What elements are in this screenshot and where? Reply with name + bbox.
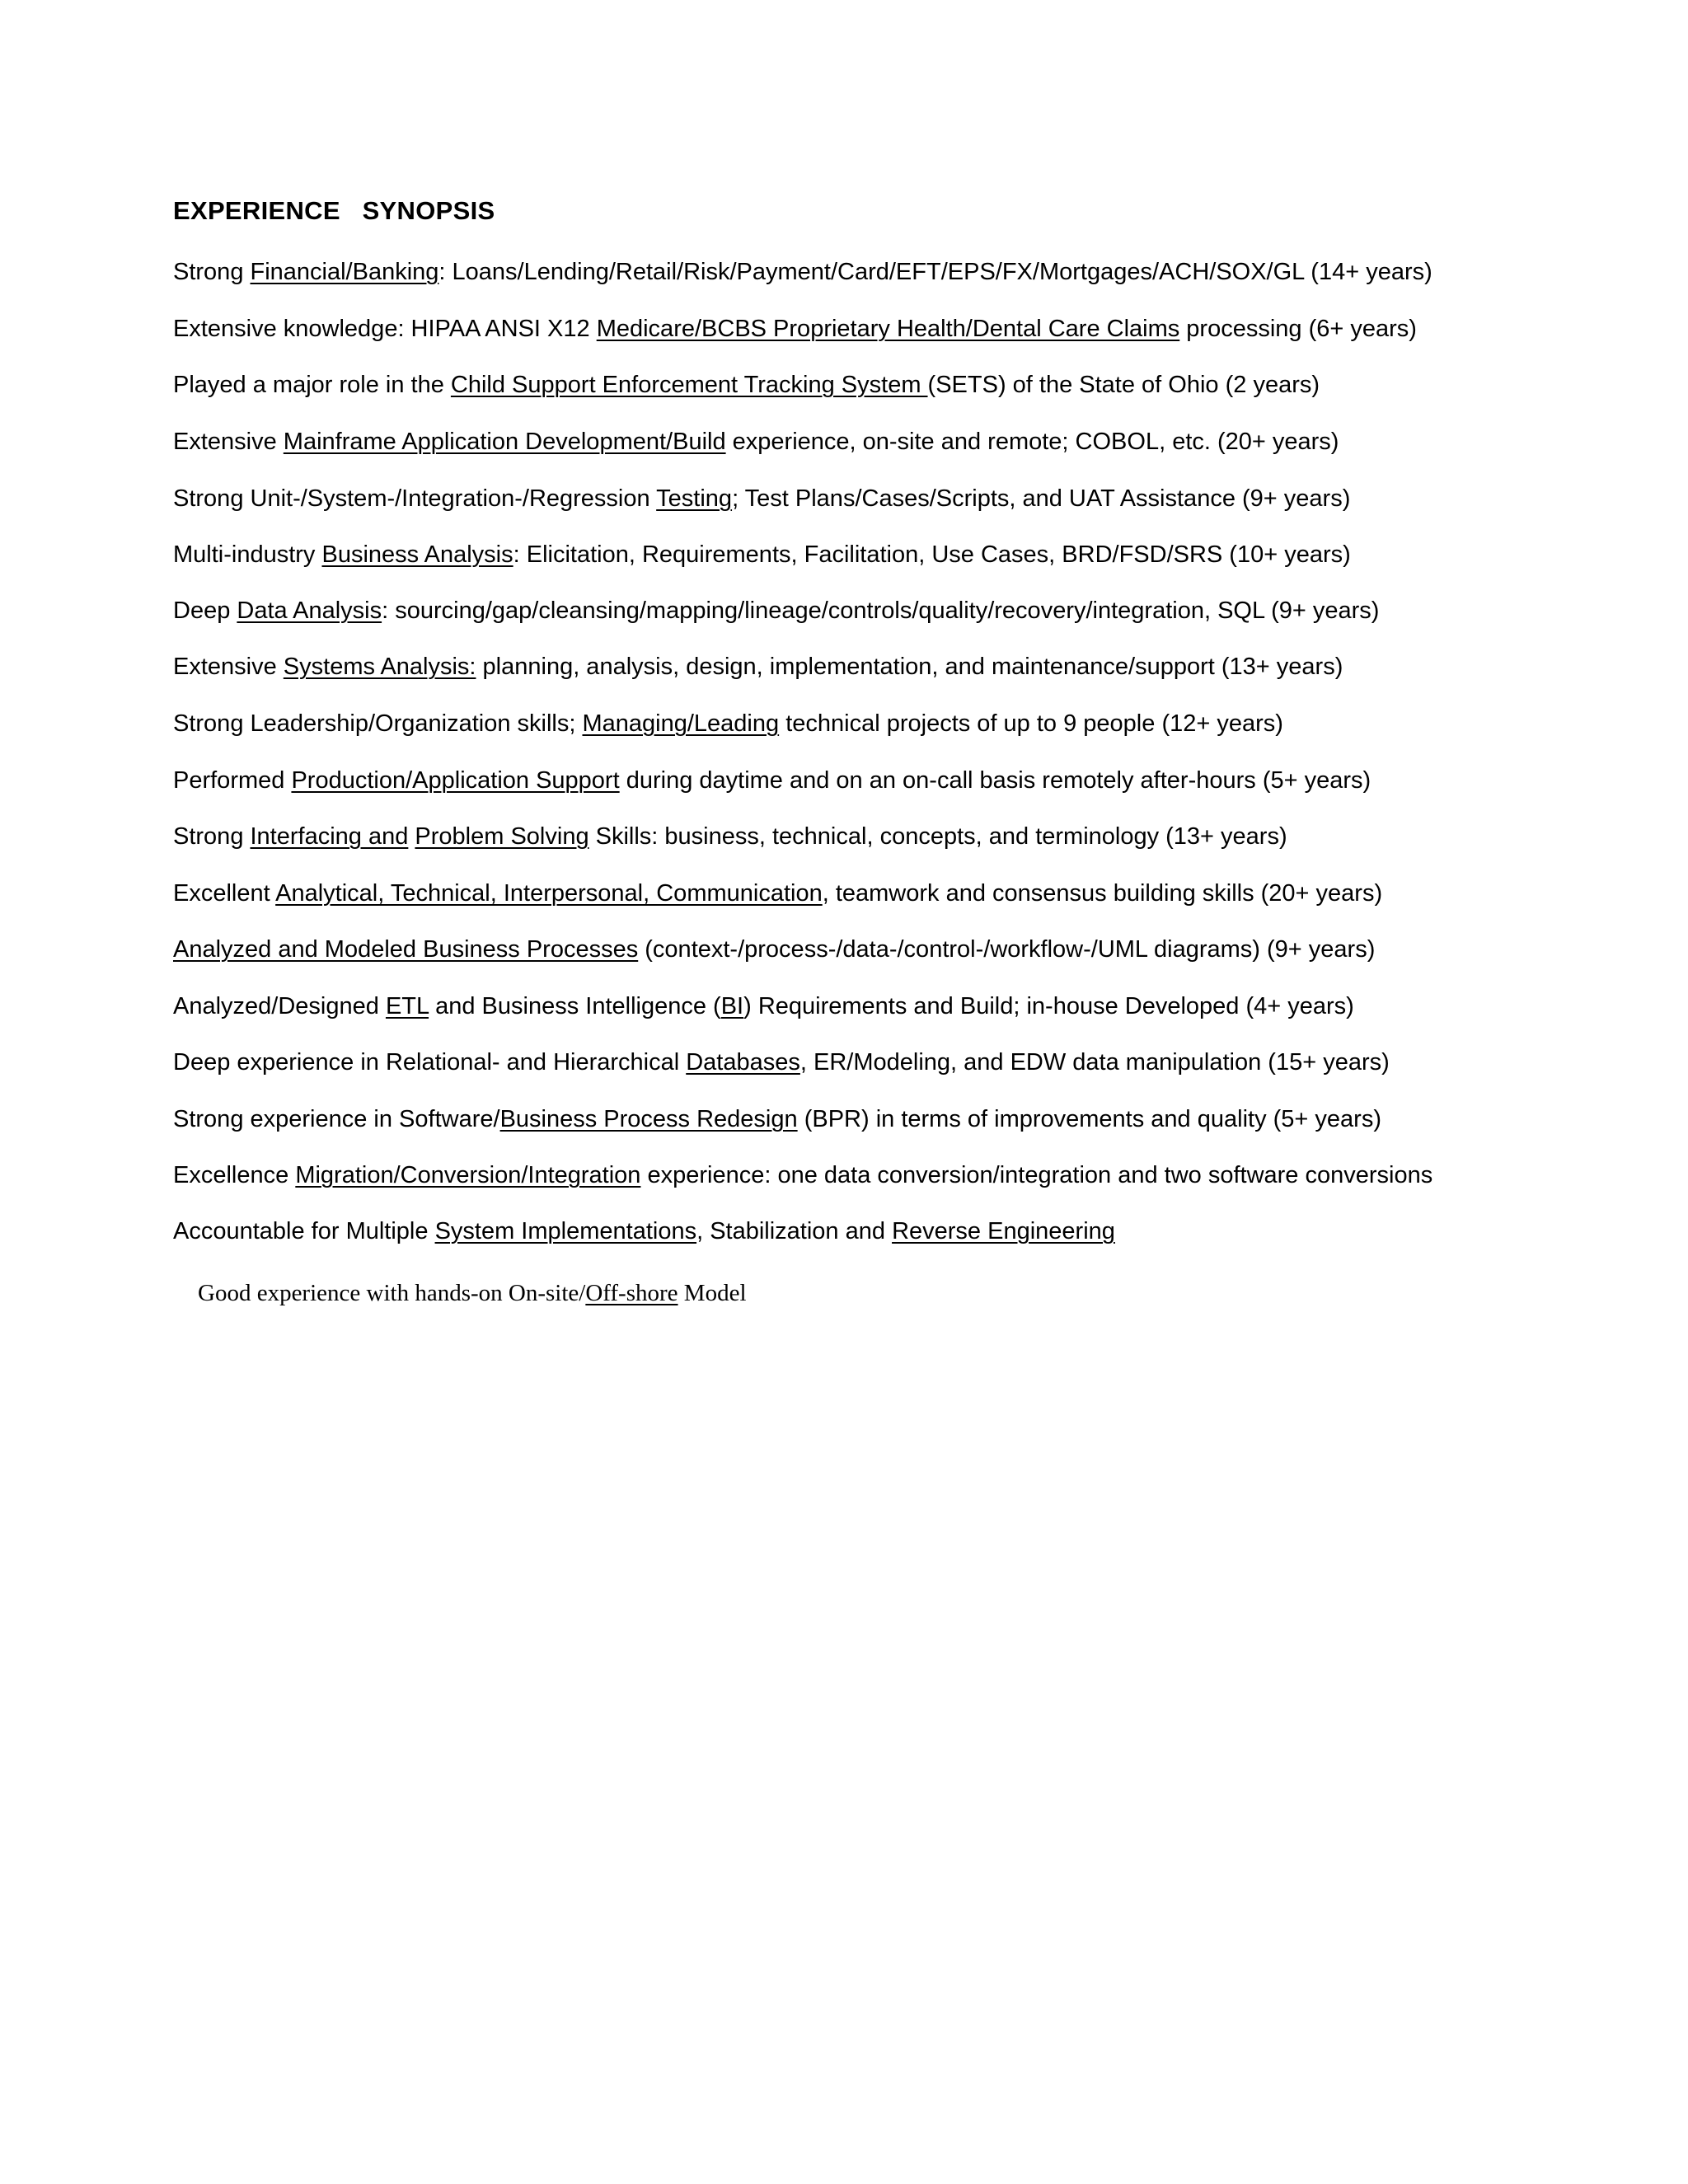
synopsis-line [173, 1048, 1390, 1076]
line-text: Deep experience in Relational- and Hierarchical [173, 1049, 687, 1076]
line-text: Strong [173, 823, 251, 850]
underlined-term: Off-shore [585, 1280, 678, 1306]
underlined-term: BI [720, 993, 744, 1019]
line-text: ) Requirements and Build; in-house Developed (4+ years) [743, 993, 1354, 1019]
underlined-term: Medicare/BCBS Proprietary Health/Dental Care Claims [596, 316, 1180, 342]
line-text: (SETS) of the State of Ohio (2 years) [927, 372, 1320, 398]
line-text: Extensive [173, 654, 284, 680]
line-text: : Loans/Lending/Retail/Risk/Payment/Card/EFT/EPS/FX/Mortgages/ACH/SOX/GL (14+ years) [438, 259, 1432, 285]
underlined-term: Interfacing and [250, 823, 409, 850]
line-text: Excellent [173, 880, 276, 907]
synopsis-line [173, 653, 1343, 681]
synopsis-line [173, 371, 1320, 399]
line-text: during daytime and on an on-call basis remotely after-hours (5+ years) [619, 767, 1372, 794]
line-text: Accountable for Multiple [173, 1218, 435, 1244]
line-text: Strong Unit-/System-/Integration-/Regression [173, 485, 657, 512]
synopsis-line [173, 597, 1379, 625]
underlined-term: Business Analysis [321, 541, 513, 568]
underlined-term: Analytical, Technical, Interpersonal, Communication [275, 880, 823, 907]
line-text: : sourcing/gap/cleansing/mapping/lineage/controls/quality/recovery/integration, SQL (9+ years) [382, 598, 1380, 624]
line-text: (context-/process-/data-/control-/workflow-/UML diagrams) (9+ years) [638, 936, 1376, 963]
underlined-term: System Implementations [434, 1218, 697, 1244]
underlined-term: Problem Solving [415, 823, 589, 850]
underlined-term: Testing [656, 485, 733, 512]
line-text: Extensive knowledge: HIPAA ANSI X12 [173, 316, 597, 342]
line-text: : Elicitation, Requirements, Facilitation, Use Cases, BRD/FSD/SRS (10+ years) [513, 541, 1351, 568]
synopsis-line [173, 823, 1287, 851]
line-text: processing (6+ years) [1179, 316, 1417, 342]
line-text: Skills: business, technical, concepts, and terminology (13+ years) [588, 823, 1287, 850]
synopsis-line [173, 258, 1432, 286]
line-text: experience: one data conversion/integration and two software conversions [640, 1162, 1433, 1188]
synopsis-line [173, 428, 1339, 456]
synopsis-line [173, 710, 1283, 738]
line-text: ; Test Plans/Cases/Scripts, and UAT Assistance (9+ years) [732, 485, 1351, 512]
synopsis-line [173, 541, 1351, 569]
line-text: , ER/Modeling, and EDW data manipulation (15+ years) [799, 1049, 1390, 1076]
underlined-term: Child Support Enforcement Tracking System [450, 372, 928, 398]
line-text: technical projects of up to 9 people (12+ years) [779, 710, 1283, 737]
line-text: Analyzed/Designed [173, 993, 386, 1019]
line-text: Strong Leadership/Organization skills; [173, 710, 583, 737]
underlined-term: Mainframe Application Development/Build [283, 429, 726, 455]
line-text: , Stabilization and [696, 1218, 893, 1244]
line-text: Multi-industry [173, 541, 322, 568]
synopsis-line [173, 315, 1417, 343]
line-text: (BPR) in terms of improvements and quality (5+ years) [797, 1106, 1381, 1132]
line-text: Strong [173, 259, 251, 285]
underlined-term: Reverse Engineering [892, 1218, 1115, 1244]
line-text: , teamwork and consensus building skills (20+ years) [822, 880, 1383, 907]
synopsis-line [173, 992, 1354, 1020]
underlined-term: Production/Application Support [291, 767, 620, 794]
line-text: and Business Intelligence ( [429, 993, 721, 1019]
underlined-term: Managing/Leading [582, 710, 780, 737]
line-text: Excellence [173, 1162, 296, 1188]
line-text: Performed [173, 767, 292, 794]
synopsis-line-offshore [198, 1279, 747, 1307]
line-text: Extensive [173, 429, 284, 455]
line-text: planning, analysis, design, implementation, and maintenance/support (13+ years) [476, 654, 1343, 680]
line-text: Deep [173, 598, 237, 624]
underlined-term: ETL [385, 993, 429, 1019]
line-text: experience, on-site and remote; COBOL, etc. (20+ years) [725, 429, 1339, 455]
line-text: Played a major role in the [173, 372, 451, 398]
synopsis-line [173, 879, 1382, 907]
underlined-term: Databases [686, 1049, 800, 1076]
synopsis-line [173, 485, 1350, 513]
synopsis-line [173, 766, 1371, 794]
line-text: Strong experience in Software/ [173, 1106, 500, 1132]
synopsis-line [173, 1161, 1432, 1189]
line-text: Good experience with hands-on On-site/ [198, 1280, 586, 1306]
underlined-term: Business Process Redesign [499, 1106, 798, 1132]
line-text: Model [678, 1280, 747, 1306]
underlined-term: Data Analysis [237, 598, 382, 624]
underlined-term: Systems Analysis: [283, 654, 476, 680]
synopsis-line [173, 1105, 1381, 1133]
underlined-term: Financial/Banking [250, 259, 439, 285]
synopsis-line [173, 1217, 1115, 1245]
underlined-term: Analyzed and Modeled Business Processes [173, 936, 639, 963]
underlined-term: Migration/Conversion/Integration [295, 1162, 641, 1188]
section-heading: EXPERIENCE SYNOPSIS [173, 196, 495, 225]
synopsis-line [173, 935, 1375, 963]
